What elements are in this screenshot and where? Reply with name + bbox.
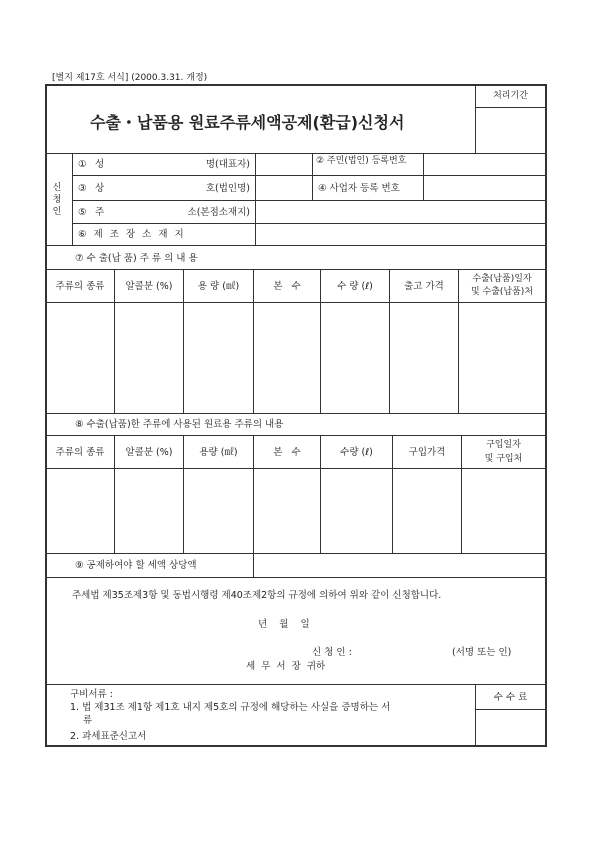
name-label-a: 성 [95,159,105,170]
outer-top-border [45,84,547,86]
business-number-label: ④ 사업자 등록 번호 [318,183,400,194]
s8-header-price: 구입가격 [408,447,446,458]
applicant-row-line [72,223,546,224]
applicant-bottom-line [45,245,546,246]
section8-header-bottom [45,468,546,469]
fee-label: 수 수 료 [493,692,528,703]
page-title: 수출・납품용 원료주류세액공제(환급)신청서 [90,113,405,132]
s7-header-alcohol: 알콜분 (%) [125,281,173,292]
s8-header-purchase-date: 구입일자 [486,440,521,450]
s7-header-volume: 용 량 (㎖) [197,281,240,292]
declaration-applicant: 신 청 인 : [312,647,352,658]
s7-header-kind: 주류의 종류 [55,281,105,292]
factory-location-label: ⑥ 제 조 장 소 재 지 [78,229,184,240]
trade-number: ③ [78,183,87,194]
s7-header-export-date: 수출(납품)일자 [472,274,532,284]
address-label-a: 주 [95,207,105,218]
trade-label-a: 상 [95,183,105,194]
outer-right-border [545,84,547,746]
outer-left-border [45,84,47,746]
s8-header-volume: 용량 (㎖) [199,447,238,458]
trade-label-b: 호(법인명) [205,183,250,194]
applicant-right-label-divider [423,153,424,200]
processing-period-label: 처리기간 [493,91,528,101]
section8-title: ⑧ 수출(납품)한 주류에 사용된 원료용 주류의 내용 [75,419,284,430]
fee-label-line [475,709,546,710]
section9-title: ⑨ 공제하여야 할 세액 상당액 [75,560,197,571]
name-label-b: 명(대표자) [205,159,250,170]
applicant-label-divider [255,153,256,245]
form-reference: [별지 제17호 서식] (2000.3.31. 개정) [52,73,208,83]
name-number: ① [78,159,87,170]
attachments-title: 구비서류 : [70,689,113,700]
section8-col-divider [461,435,462,553]
address-label-b: 소(본점소재지) [187,207,250,218]
applicant-row-line [72,200,546,201]
resident-number-label: ② 주민(법인) 등록번호 [316,156,407,166]
s8-header-purchase-source: 및 구입처 [484,454,523,464]
tax-office-label: 세 무 서 장 귀하 [246,661,326,672]
section9-bottom-line [45,577,546,578]
section7-header-bottom [45,302,546,303]
section7-title: ⑦ 수 출(납 품) 주 류 의 내 용 [75,253,198,264]
address-number: ⑤ [78,207,87,218]
s8-header-alcohol: 알콜분 (%) [125,447,173,458]
attachment-item-2: 2. 과세표준신고서 [70,731,147,742]
applicant-side-label: 신 청 인 [52,183,62,217]
s7-header-quantity: 수 량 (ℓ) [337,281,373,292]
section7-header-top [45,269,546,270]
section9-divider [253,553,254,577]
applicant-mid-divider [312,153,313,200]
s7-header-price: 출고 가격 [404,281,444,292]
section8-bottom-line [45,553,546,554]
processing-period-line [475,107,546,108]
applicant-row-line [72,175,546,176]
s7-header-export-dest: 및 수출(납품)처 [470,287,534,297]
applicant-side-divider [72,153,73,245]
s8-header-quantity: 수량 (ℓ) [340,447,373,458]
section7-bottom-line [45,413,546,414]
s7-header-bottles: 본 수 [273,281,301,292]
s8-header-bottles: 본 수 [273,447,301,458]
declaration-signature: (서명 또는 인) [452,647,512,658]
attachments-top-line [45,684,546,685]
title-bottom-line [45,153,546,154]
attachment-item-1-cont: 류 [83,715,93,726]
section8-header-top [45,435,546,436]
s8-header-kind: 주류의 종류 [55,447,105,458]
outer-bottom-border [45,745,547,747]
declaration-text: 주세법 제35조제3항 및 동법시행령 제40조제2항의 규정에 의하여 위와 같이 신청합니다. [72,590,442,601]
declaration-date: 년 월 일 [258,619,310,630]
attachment-item-1: 1. 법 제31조 제1항 제1호 내지 제5호의 규정에 해당하는 사실을 증명하는 서 [70,702,391,713]
